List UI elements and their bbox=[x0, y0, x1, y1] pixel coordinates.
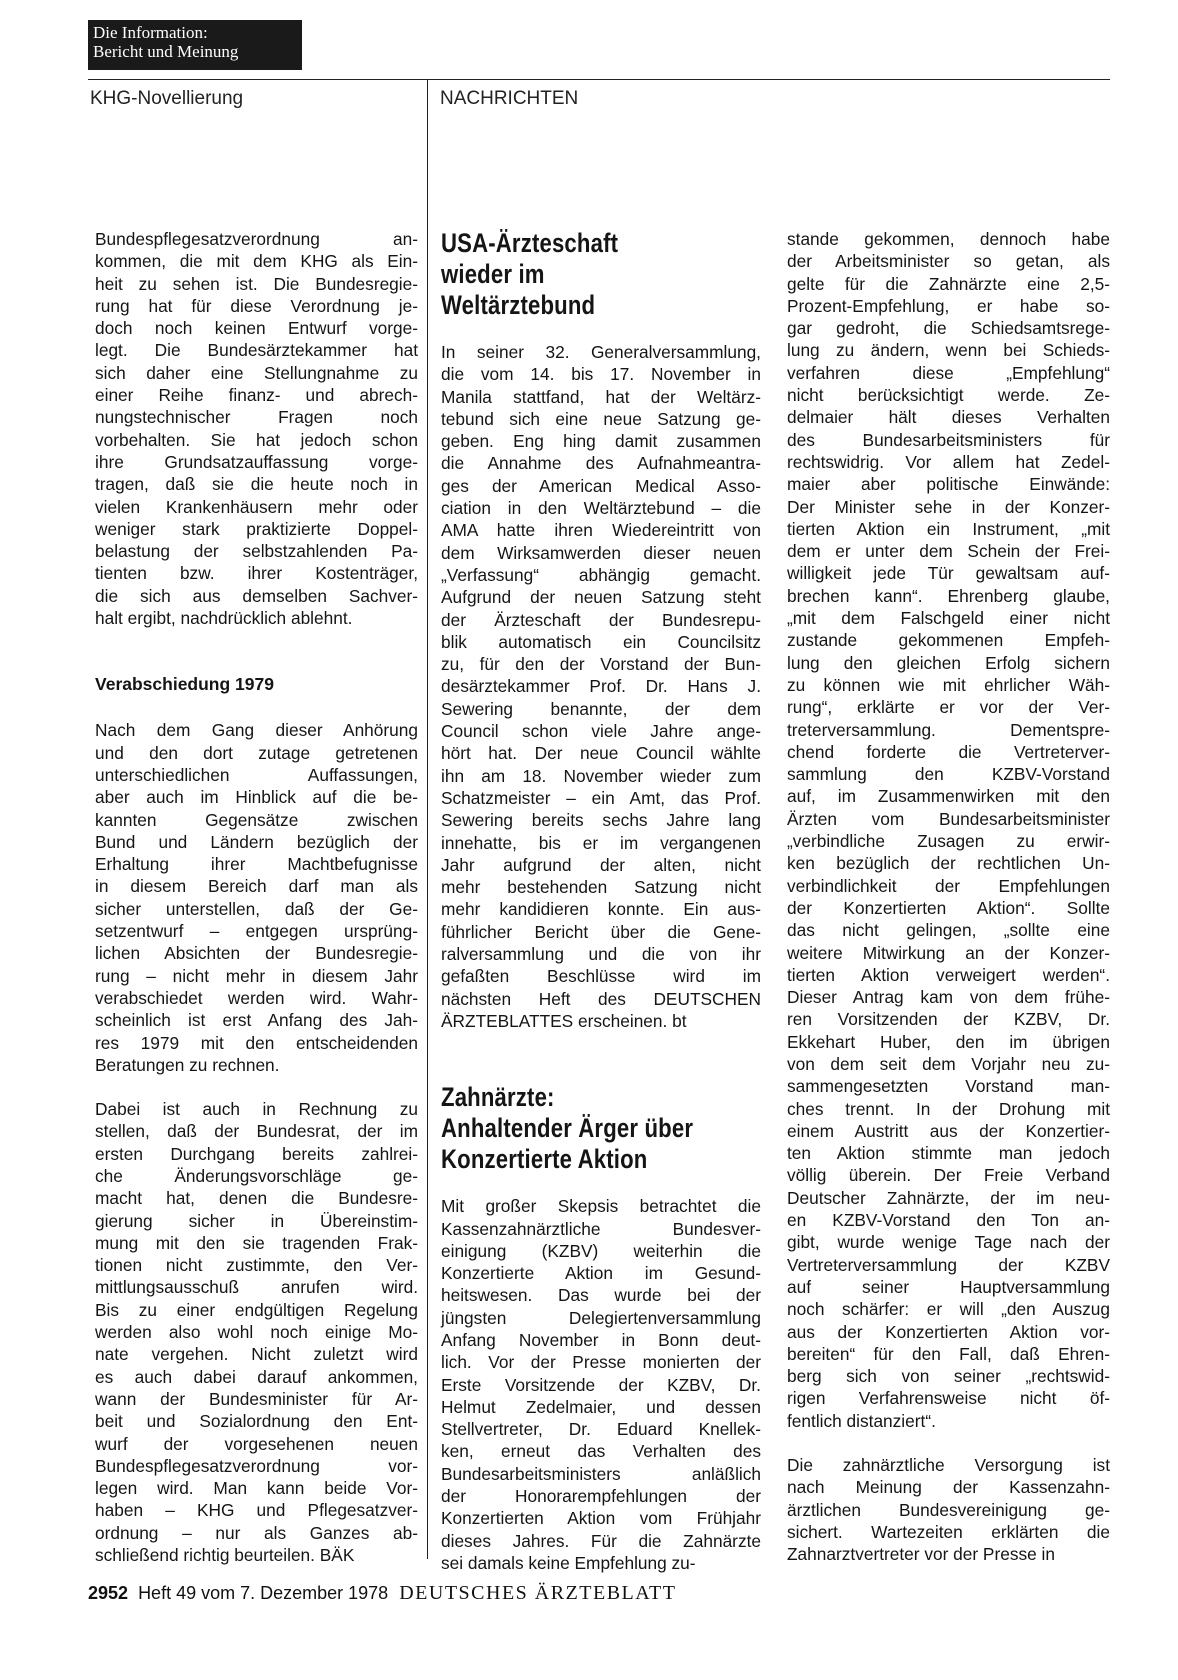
text-line: Prozent-Empfehlung, er habe so- bbox=[787, 295, 1110, 316]
text-line: aus der Konzertierten Aktion vor- bbox=[787, 1321, 1110, 1342]
text-line: Stellvertreter, Dr. Eduard Knellek- bbox=[441, 1419, 761, 1440]
text-line: aber auch im Hinblick auf die be- bbox=[95, 787, 418, 808]
header-line-1: Die Information: bbox=[93, 23, 208, 42]
text-line: Beratungen zu rechnen. bbox=[95, 1054, 280, 1075]
text-line: sicher unterstellen, daß der Ge- bbox=[95, 898, 418, 919]
magazine-title: DEUTSCHES ÄRZTEBLATT bbox=[399, 1582, 677, 1604]
text-line: Bis zu einer endgültigen Regelung bbox=[95, 1299, 418, 1320]
text-line: rung hat für diese Verordnung je- bbox=[95, 295, 418, 316]
text-line: wurf der vorgesehenen neuen bbox=[95, 1433, 418, 1454]
text-line: hört hat. Der neue Council wählte bbox=[441, 743, 761, 764]
text-line: ihn am 18. November wieder zum bbox=[441, 765, 761, 786]
text-line: ten Aktion stimmte man jedoch bbox=[787, 1143, 1110, 1164]
top-rule bbox=[88, 79, 1110, 80]
text-line: jüngsten Delegiertenversammlung bbox=[441, 1307, 761, 1328]
text-line: verfahren diese „Empfehlung“ bbox=[787, 362, 1110, 383]
text-line: ren Vorsitzenden der KZBV, Dr. bbox=[787, 1009, 1110, 1030]
text-line: der Honorarempfehlungen der bbox=[441, 1486, 761, 1507]
text-line: noch schärfer: er will „den Auszug bbox=[787, 1299, 1110, 1320]
text-line: und den dort zutage getretenen bbox=[95, 742, 418, 763]
text-line: sei damals keine Empfehlung zu- bbox=[441, 1552, 696, 1573]
text-line: lung den gleichen Erfolg sichern bbox=[787, 652, 1110, 673]
text-line: gefaßten Beschlüsse wird im bbox=[441, 966, 761, 987]
text-line: brechen kann“. Ehrenberg glaube, bbox=[787, 585, 1110, 606]
text-line: ciation in den Weltärztebund – die bbox=[441, 498, 761, 519]
text-line: nach Meinung der Kassenzahn- bbox=[787, 1477, 1110, 1498]
text-line: Bundespflegesatzverordnung an- bbox=[95, 229, 418, 249]
text-line: vielen Krankenhäusern mehr oder bbox=[95, 496, 418, 517]
text-line: werden also wohl noch einige Mo- bbox=[95, 1322, 418, 1343]
text-line: belastung der selbstzahlenden Pa- bbox=[95, 541, 418, 562]
text-line: sammlung den KZBV-Vorstand bbox=[787, 764, 1110, 785]
text-line: lichen Absichten der Bundesregie- bbox=[95, 943, 418, 964]
text-line: verbindlichkeit der Empfehlungen bbox=[787, 875, 1110, 896]
text-line: Sewering bereits sechs Jahre lang bbox=[441, 810, 761, 831]
text-line: tienten bzw. ihrer Kostenträger, bbox=[95, 563, 418, 584]
text-line: „Verfassung“ abhängig gemacht. bbox=[441, 564, 761, 585]
text-line: stande gekommen, dennoch habe bbox=[787, 229, 1110, 249]
text-line: Konzertierten Aktion vom Frühjahr bbox=[441, 1508, 761, 1529]
text-line: beit und Sozialordnung den Ent- bbox=[95, 1411, 418, 1432]
text-line: AMA hatte ihren Wiedereintritt von bbox=[441, 520, 761, 541]
text-line: Helmut Zedelmaier, und dessen bbox=[441, 1396, 761, 1417]
text-line: das nicht gelingen, „sollte eine bbox=[787, 920, 1110, 941]
text-line: heit zu sehen ist. Die Bundesregie- bbox=[95, 273, 418, 294]
text-line: stellen, daß der Bundesrat, der im bbox=[95, 1121, 418, 1142]
text-line: tierten Aktion verweigert werden“. bbox=[787, 964, 1110, 985]
text-line: führlicher Bericht über die Gene- bbox=[441, 921, 761, 942]
text-line: che Änderungsvorschläge ge- bbox=[95, 1165, 418, 1186]
text-line: Council schon viele Jahre ange- bbox=[441, 721, 761, 742]
text-line: mehr bestehenden Satzung nicht bbox=[441, 877, 761, 898]
text-line: heitswesen. Das wurde bei der bbox=[441, 1285, 761, 1306]
text-line: nungstechnischer Fragen noch bbox=[95, 407, 418, 428]
text-line: des Bundesarbeitsministers für bbox=[787, 429, 1110, 450]
text-line: dem er unter dem Schein der Frei- bbox=[787, 541, 1110, 562]
text-line: von dem seit dem Vorjahr neu zu- bbox=[787, 1053, 1110, 1074]
text-line: einigung (KZBV) weiterhin die bbox=[441, 1240, 761, 1261]
text-line: res 1979 mit den entscheidenden bbox=[95, 1032, 418, 1053]
text-line: Manila stattfand, hat der Weltärz- bbox=[441, 386, 761, 407]
text-line: desärztekammer Prof. Dr. Hans J. bbox=[441, 676, 761, 697]
col2-paragraph-2 bbox=[441, 1195, 761, 1574]
text-line: rigen Verfahrensweise nicht öf- bbox=[787, 1388, 1110, 1409]
text-line: en KZBV-Vorstand den Ton an- bbox=[787, 1210, 1110, 1231]
text-line: sichert. Wartezeiten erklärten die bbox=[787, 1521, 1110, 1542]
text-line: tierten Aktion ein Instrument, „mit bbox=[787, 518, 1110, 539]
text-line: zu, für den der Vorstand der Bun- bbox=[441, 654, 761, 675]
text-line: ralversammlung und die von ihr bbox=[441, 944, 761, 965]
text-line: Bundesarbeitsministers anläßlich bbox=[441, 1463, 761, 1484]
text-line: gar gedroht, die Schiedsamtsrege- bbox=[787, 318, 1110, 339]
section-label-left: KHG-Novellierung bbox=[90, 88, 244, 109]
text-line: lung zu ändern, wenn bei Schieds- bbox=[787, 340, 1110, 361]
text-line: Deutscher Zahnärzte, der im neu- bbox=[787, 1187, 1110, 1208]
text-line: gelte für die Zahnärzte eine 2,5- bbox=[787, 273, 1110, 294]
text-line: chend forderte die Vertreterver- bbox=[787, 741, 1110, 762]
text-line: Nach dem Gang dieser Anhörung bbox=[95, 720, 418, 741]
text-line: „verbindliche Zusagen zu erwir- bbox=[787, 831, 1110, 852]
text-line: vorbehalten. Sie hat jedoch schon bbox=[95, 429, 418, 450]
text-line: Anfang November in Bonn deut- bbox=[441, 1329, 761, 1350]
text-line: Ekkehart Huber, den im übrigen bbox=[787, 1031, 1110, 1052]
text-line: blik automatisch ein Councilsitz bbox=[441, 631, 761, 652]
text-line: berg sich von seiner „rechtswid- bbox=[787, 1366, 1110, 1387]
text-line: bereiten“ für den Fall, daß Ehren- bbox=[787, 1343, 1110, 1364]
text-line: macht hat, denen die Bundesre- bbox=[95, 1188, 418, 1209]
text-line: es auch dabei darauf ankommen, bbox=[95, 1366, 418, 1387]
text-line: tragen, daß sie die heute noch in bbox=[95, 474, 418, 495]
text-line: kommen, die mit dem KHG als Ein- bbox=[95, 251, 418, 272]
col3-paragraph-1 bbox=[787, 228, 1110, 1432]
text-line: einem Austritt aus der Konzertier- bbox=[787, 1120, 1110, 1141]
section-header-box bbox=[88, 20, 302, 70]
col2-paragraph-1 bbox=[441, 341, 761, 1032]
headline-zahnaerzte bbox=[441, 1082, 761, 1175]
text-line: legen wird. Man kann beide Vor- bbox=[95, 1478, 418, 1499]
text-line: wann der Bundesminister für Ar- bbox=[95, 1388, 418, 1409]
column-1 bbox=[95, 228, 418, 1566]
text-line: Vertreterversammlung der KZBV bbox=[787, 1254, 1110, 1275]
text-line: delmaier hält dieses Verhalten bbox=[787, 407, 1110, 428]
text-line: ersten Durchgang bereits zahlrei- bbox=[95, 1143, 418, 1164]
text-line: fentlich distanziert“. bbox=[787, 1410, 936, 1431]
text-line: zustande gekommenen Empfeh- bbox=[787, 630, 1110, 651]
text-line: lich. Vor der Presse monierten der bbox=[441, 1352, 761, 1373]
text-line: ges der American Medical Asso- bbox=[441, 475, 761, 496]
text-line: ordnung – nur als Ganzes ab- bbox=[95, 1522, 418, 1543]
text-line: der Konzertierten Aktion“. Sollte bbox=[787, 897, 1110, 918]
text-line: ÄRZTEBLATTES erscheinen. bt bbox=[441, 1010, 687, 1031]
text-line: ches trennt. In der Drohung mit bbox=[787, 1098, 1110, 1119]
text-line: „mit dem Falschgeld einer nicht bbox=[787, 608, 1110, 629]
text-line: dieses Jahres. Für die Zahnärzte bbox=[441, 1530, 761, 1551]
issue-info: Heft 49 vom 7. Dezember 1978 bbox=[138, 1583, 389, 1603]
text-line: in diesem Bereich darf man als bbox=[95, 876, 418, 897]
text-line: gibt, wurde wenige Tage nach der bbox=[787, 1232, 1110, 1253]
column-divider bbox=[427, 79, 428, 1559]
text-line: haben – KHG und Pflegesatzver- bbox=[95, 1500, 418, 1521]
text-line: innehatte, bis er im vergangenen bbox=[441, 832, 761, 853]
text-line: zu können wie mit ehrlicher Wäh- bbox=[787, 674, 1110, 695]
text-line: Dabei ist auch in Rechnung zu bbox=[95, 1099, 418, 1120]
text-line: dem Wirksamwerden dieser neuen bbox=[441, 542, 761, 563]
subhead-verabschiedung: Verabschiedung 1979 bbox=[95, 674, 274, 695]
text-line: ihre Grundsatzauffassung vorge- bbox=[95, 451, 418, 472]
text-line: Erste Vorsitzende der KZBV, Dr. bbox=[441, 1374, 761, 1395]
text-line: Mit großer Skepsis betrachtet die bbox=[441, 1196, 761, 1217]
text-line: Konzertierte Aktion im Gesund- bbox=[441, 1263, 761, 1284]
text-line: die Annahme des Aufnahmeantra- bbox=[441, 453, 761, 474]
text-line: auf seiner Hauptversammlung bbox=[787, 1276, 1110, 1297]
text-line: Ärzten vom Bundesarbeitsminister bbox=[787, 808, 1110, 829]
text-line: USA-Ärzteschaft bbox=[441, 228, 619, 258]
text-line: halt ergibt, nachdrücklich ablehnt. bbox=[95, 608, 353, 629]
text-line: rung – nicht mehr in diesem Jahr bbox=[95, 965, 418, 986]
text-line: Erhaltung ihrer Machtbefugnisse bbox=[95, 854, 418, 875]
text-line: Dieser Antrag kam von dem frühe- bbox=[787, 987, 1110, 1008]
text-line: rechtswidrig. Vor allem hat Zedel- bbox=[787, 451, 1110, 472]
text-line: geben. Eng hing damit zusammen bbox=[441, 431, 761, 452]
text-line: wieder im bbox=[441, 259, 545, 289]
column-3 bbox=[787, 228, 1110, 1566]
text-line: unterschiedlichen Auffassungen, bbox=[95, 764, 418, 785]
text-line: mung mit den sie tragenden Frak- bbox=[95, 1232, 418, 1253]
text-line: die sich aus demselben Sachver- bbox=[95, 585, 418, 606]
text-line: mehr kandidieren konnte. Ein aus- bbox=[441, 899, 761, 920]
text-line: Sewering benannte, der dem bbox=[441, 698, 761, 719]
page-footer bbox=[88, 1582, 676, 1605]
text-line: setzentwurf – entgegen ursprüng- bbox=[95, 921, 418, 942]
text-line: die vom 14. bis 17. November in bbox=[441, 364, 761, 385]
text-line: Schatzmeister – ein Amt, das Prof. bbox=[441, 787, 761, 808]
text-line: willigkeit jede Tür gewaltsam auf- bbox=[787, 563, 1110, 584]
text-line: nicht berücksichtigt werde. Ze- bbox=[787, 385, 1110, 406]
text-line: gierung sicher in Übereinstim- bbox=[95, 1210, 418, 1231]
text-line: auf, im Zusammenwirken mit den bbox=[787, 786, 1110, 807]
text-line: scheinlich ist erst Anfang des Jah- bbox=[95, 1010, 418, 1031]
text-line: Kassenzahnärztliche Bundesver- bbox=[441, 1218, 761, 1239]
header-line-2: Bericht und Meinung bbox=[93, 42, 239, 61]
col1-paragraph-3 bbox=[95, 1098, 418, 1566]
text-line: nate vergehen. Nicht zuletzt wird bbox=[95, 1344, 418, 1365]
text-line: völlig überein. Der Freie Verband bbox=[787, 1165, 1110, 1186]
text-line: rung“, erklärte er vor der Ver- bbox=[787, 697, 1110, 718]
col1-paragraph-2 bbox=[95, 719, 418, 1076]
text-line: mittlungsausschuß anrufen wird. bbox=[95, 1277, 418, 1298]
text-line: Der Minister sehe in der Konzer- bbox=[787, 496, 1110, 517]
text-line: schließend richtig beurteilen. BÄK bbox=[95, 1545, 355, 1566]
text-line: Aufgrund der neuen Satzung steht bbox=[441, 587, 761, 608]
text-line: treterversammlung. Dementspre- bbox=[787, 719, 1110, 740]
text-line: Weltärztebund bbox=[441, 290, 596, 320]
headline-usa-aerzteschaft bbox=[441, 228, 761, 321]
text-line: Konzertierte Aktion bbox=[441, 1144, 648, 1175]
text-line: ken bezüglich der rechtlichen Un- bbox=[787, 853, 1110, 874]
text-line: der Ärzteschaft der Bundesrepu- bbox=[441, 609, 761, 630]
text-line: Zahnärzte: bbox=[441, 1082, 555, 1113]
text-line: weniger stark praktizierte Doppel- bbox=[95, 518, 418, 539]
text-line: tebund sich eine neue Satzung ge- bbox=[441, 408, 761, 429]
text-line: kannten Gegensätze zwischen bbox=[95, 809, 418, 830]
text-line: legt. Die Bundesärztekammer hat bbox=[95, 340, 418, 361]
text-line: Bund und Ländern bezüglich der bbox=[95, 831, 418, 852]
text-line: Bundespflegesatzverordnung vor- bbox=[95, 1455, 418, 1476]
text-line: weitere Mitwirkung an der Konzer- bbox=[787, 942, 1110, 963]
section-label-right: NACHRICHTEN bbox=[440, 88, 579, 109]
column-2 bbox=[441, 228, 761, 1574]
page-number: 2952 bbox=[88, 1583, 129, 1603]
text-line: einer Reihe finanz- und abrech- bbox=[95, 385, 418, 406]
text-line: maier aber politische Einwände: bbox=[787, 474, 1110, 495]
text-line: In seiner 32. Generalversammlung, bbox=[441, 342, 761, 362]
text-line: sammengesetzten Vorstand man- bbox=[787, 1076, 1110, 1097]
text-line: tionen nicht zustimmte, den Ver- bbox=[95, 1255, 418, 1276]
col1-paragraph-1 bbox=[95, 228, 418, 629]
text-line: der Arbeitsminister so getan, als bbox=[787, 251, 1110, 272]
text-line: ken, erneut das Verhalten des bbox=[441, 1441, 761, 1462]
text-line: sich daher eine Stellungnahme zu bbox=[95, 362, 418, 383]
text-line: Die zahnärztliche Versorgung ist bbox=[787, 1455, 1110, 1476]
text-line: Zahnarztvertreter vor der Presse in bbox=[787, 1544, 1055, 1565]
text-line: ärztlichen Bundesvereinigung ge- bbox=[787, 1499, 1110, 1520]
text-line: nächsten Heft des DEUTSCHEN bbox=[441, 988, 761, 1009]
text-line: verabschiedet werden wird. Wahr- bbox=[95, 987, 418, 1008]
col3-paragraph-2 bbox=[787, 1454, 1110, 1565]
text-line: Jahr aufgrund der alten, nicht bbox=[441, 854, 761, 875]
text-line: Anhaltender Ärger über bbox=[441, 1113, 694, 1144]
text-line: doch noch keinen Entwurf vorge- bbox=[95, 318, 418, 339]
